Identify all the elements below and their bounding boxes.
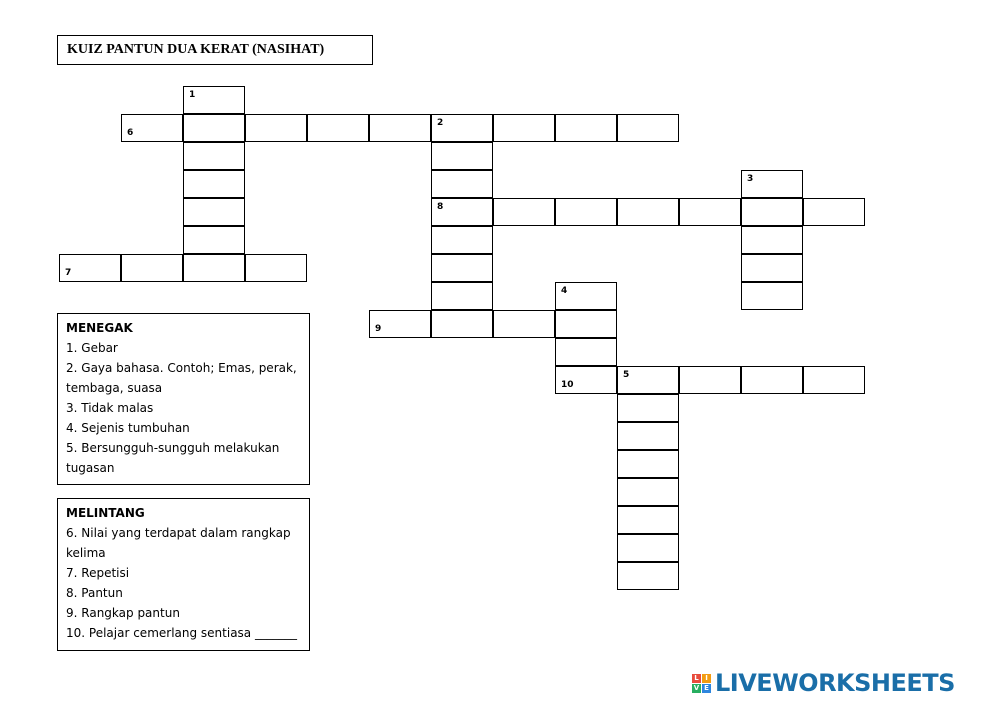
logo-text: LIVEWORKSHEETS <box>715 669 955 697</box>
crossword-cell[interactable] <box>431 142 493 170</box>
clue-line: 1. Gebar <box>66 341 118 355</box>
crossword-cell-input[interactable] <box>618 423 678 449</box>
crossword-cell-input[interactable] <box>680 367 740 393</box>
crossword-cell-input[interactable] <box>618 563 678 589</box>
crossword-cell[interactable] <box>741 170 803 198</box>
crossword-cell[interactable] <box>245 114 307 142</box>
clue-number: 9 <box>375 324 382 334</box>
crossword-cell[interactable] <box>617 562 679 590</box>
crossword-cell[interactable] <box>183 198 245 226</box>
clue-line: 5. Bersungguh-sungguh melakukan <box>66 441 280 455</box>
liveworksheets-icon <box>692 674 711 693</box>
crossword-cell-input[interactable] <box>618 535 678 561</box>
worksheet-title: KUIZ PANTUN DUA KERAT (NASIHAT) <box>57 35 373 65</box>
crossword-cell[interactable] <box>555 198 617 226</box>
clue-number: 4 <box>561 286 568 296</box>
crossword-cell-input[interactable] <box>618 367 678 393</box>
crossword-cell[interactable] <box>617 506 679 534</box>
crossword-cell-input[interactable] <box>432 115 492 141</box>
crossword-cell[interactable] <box>183 254 245 282</box>
crossword-cell-input[interactable] <box>184 199 244 225</box>
crossword-cell-input[interactable] <box>184 171 244 197</box>
crossword-cell-input[interactable] <box>184 143 244 169</box>
crossword-cell-input[interactable] <box>184 227 244 253</box>
crossword-cell-input[interactable] <box>432 227 492 253</box>
crossword-cell[interactable] <box>679 198 741 226</box>
crossword-cell[interactable] <box>555 338 617 366</box>
crossword-cell-input[interactable] <box>246 255 306 281</box>
crossword-cell[interactable] <box>617 394 679 422</box>
crossword-cell[interactable] <box>679 366 741 394</box>
crossword-cell-input[interactable] <box>742 367 802 393</box>
clue-line: 2. Gaya bahasa. Contoh; Emas, perak, <box>66 361 297 375</box>
clue-number: 1 <box>189 90 196 100</box>
crossword-cell-input[interactable] <box>246 115 306 141</box>
clue-number: 8 <box>437 202 444 212</box>
clue-line: 4. Sejenis tumbuhan <box>66 421 190 435</box>
crossword-cell-input[interactable] <box>618 479 678 505</box>
crossword-cell-input[interactable] <box>432 199 492 225</box>
liveworksheets-logo <box>692 668 955 698</box>
crossword-cell[interactable] <box>803 366 865 394</box>
crossword-cell[interactable] <box>741 198 803 226</box>
crossword-cell-input[interactable] <box>494 311 554 337</box>
crossword-cell-input[interactable] <box>742 255 802 281</box>
crossword-cell-input[interactable] <box>742 171 802 197</box>
crossword-cell[interactable] <box>493 198 555 226</box>
clue-line: 6. Nilai yang terdapat dalam rangkap <box>66 526 291 540</box>
clue-line: tugasan <box>66 461 115 475</box>
logo-letter: L <box>692 674 701 683</box>
crossword-cell[interactable] <box>555 310 617 338</box>
crossword-cell-input[interactable] <box>742 283 802 309</box>
crossword-cell[interactable] <box>617 478 679 506</box>
crossword-cell[interactable] <box>121 254 183 282</box>
crossword-cell[interactable] <box>369 310 431 338</box>
crossword-cell[interactable] <box>555 282 617 310</box>
crossword-cell-input[interactable] <box>804 367 864 393</box>
clue-number: 2 <box>437 118 444 128</box>
logo-letter: E <box>702 684 711 693</box>
crossword-cell-input[interactable] <box>432 311 492 337</box>
crossword-cell[interactable] <box>617 114 679 142</box>
crossword-cell-input[interactable] <box>618 451 678 477</box>
crossword-cell-input[interactable] <box>556 199 616 225</box>
logo-letter: V <box>693 683 700 692</box>
crossword-cell[interactable] <box>431 170 493 198</box>
crossword-cell-input[interactable] <box>122 115 182 141</box>
crossword-cell-input[interactable] <box>432 255 492 281</box>
crossword-cell[interactable] <box>183 86 245 114</box>
crossword-cell[interactable] <box>307 114 369 142</box>
clues-across-heading: MELINTANG <box>66 506 145 520</box>
crossword-cell[interactable] <box>431 254 493 282</box>
logo-letter: I <box>702 674 711 683</box>
crossword-cell-input[interactable] <box>742 227 802 253</box>
crossword-cell-input[interactable] <box>494 199 554 225</box>
clue-number: 6 <box>127 128 134 138</box>
crossword-cell[interactable] <box>803 198 865 226</box>
crossword-cell[interactable] <box>183 170 245 198</box>
crossword-cell[interactable] <box>741 282 803 310</box>
crossword-cell-input[interactable] <box>432 171 492 197</box>
clue-line: 8. Pantun <box>66 586 123 600</box>
crossword-cell-input[interactable] <box>556 339 616 365</box>
crossword-cell-input[interactable] <box>804 199 864 225</box>
crossword-cell-input[interactable] <box>556 283 616 309</box>
clue-number: 10 <box>561 380 574 390</box>
crossword-cell[interactable] <box>741 366 803 394</box>
crossword-cell[interactable] <box>183 142 245 170</box>
crossword-cell-input[interactable] <box>618 395 678 421</box>
clue-line: 9. Rangkap pantun <box>66 606 180 620</box>
crossword-cell[interactable] <box>369 114 431 142</box>
crossword-cell[interactable] <box>431 198 493 226</box>
crossword-cell[interactable] <box>183 226 245 254</box>
crossword-cell[interactable] <box>493 310 555 338</box>
crossword-cell[interactable] <box>617 450 679 478</box>
clues-across-box <box>57 498 310 651</box>
crossword-cell[interactable] <box>555 366 617 394</box>
crossword-cell[interactable] <box>59 254 121 282</box>
crossword-cell[interactable] <box>245 254 307 282</box>
crossword-cell-input[interactable] <box>680 199 740 225</box>
crossword-cell-input[interactable] <box>618 199 678 225</box>
crossword-cell-input[interactable] <box>370 311 430 337</box>
clue-number: 7 <box>65 268 72 278</box>
crossword-cell[interactable] <box>431 282 493 310</box>
clue-line: kelima <box>66 546 106 560</box>
crossword-cell[interactable] <box>741 254 803 282</box>
clues-down-box <box>57 313 310 485</box>
crossword-cell-input[interactable] <box>432 143 492 169</box>
crossword-cell-input[interactable] <box>370 115 430 141</box>
clue-number: 3 <box>747 174 754 184</box>
clue-number: 5 <box>623 370 630 380</box>
crossword-cell[interactable] <box>741 226 803 254</box>
crossword-cell-input[interactable] <box>618 507 678 533</box>
crossword-cell-input[interactable] <box>432 283 492 309</box>
crossword-cell[interactable] <box>431 114 493 142</box>
crossword-cell-input[interactable] <box>184 115 244 141</box>
crossword-cell[interactable] <box>617 534 679 562</box>
crossword-cell-input[interactable] <box>618 115 678 141</box>
clue-line: 7. Repetisi <box>66 566 130 580</box>
crossword-cell-input[interactable] <box>122 255 182 281</box>
crossword-cell-input[interactable] <box>494 115 554 141</box>
crossword-cell-input[interactable] <box>308 115 368 141</box>
crossword-cell-input[interactable] <box>556 115 616 141</box>
crossword-cell-input[interactable] <box>742 199 802 225</box>
crossword-cell-input[interactable] <box>556 311 616 337</box>
crossword-cell-input[interactable] <box>184 255 244 281</box>
crossword-cell[interactable] <box>555 114 617 142</box>
crossword-cell[interactable] <box>121 114 183 142</box>
clue-line: 3. Tidak malas <box>66 401 154 415</box>
crossword-cell[interactable] <box>617 422 679 450</box>
crossword-cell-input[interactable] <box>184 87 244 113</box>
crossword-cell-input[interactable] <box>556 367 616 393</box>
crossword-cell[interactable] <box>431 310 493 338</box>
crossword-cell-input[interactable] <box>60 255 120 281</box>
crossword-cell[interactable] <box>617 198 679 226</box>
clue-line: 10. Pelajar cemerlang sentiasa _______ <box>66 626 297 640</box>
clues-down-heading: MENEGAK <box>66 321 133 335</box>
crossword-cell[interactable] <box>617 366 679 394</box>
crossword-cell[interactable] <box>183 114 245 142</box>
crossword-cell[interactable] <box>431 226 493 254</box>
clue-line: tembaga, suasa <box>66 381 163 395</box>
crossword-cell[interactable] <box>493 114 555 142</box>
